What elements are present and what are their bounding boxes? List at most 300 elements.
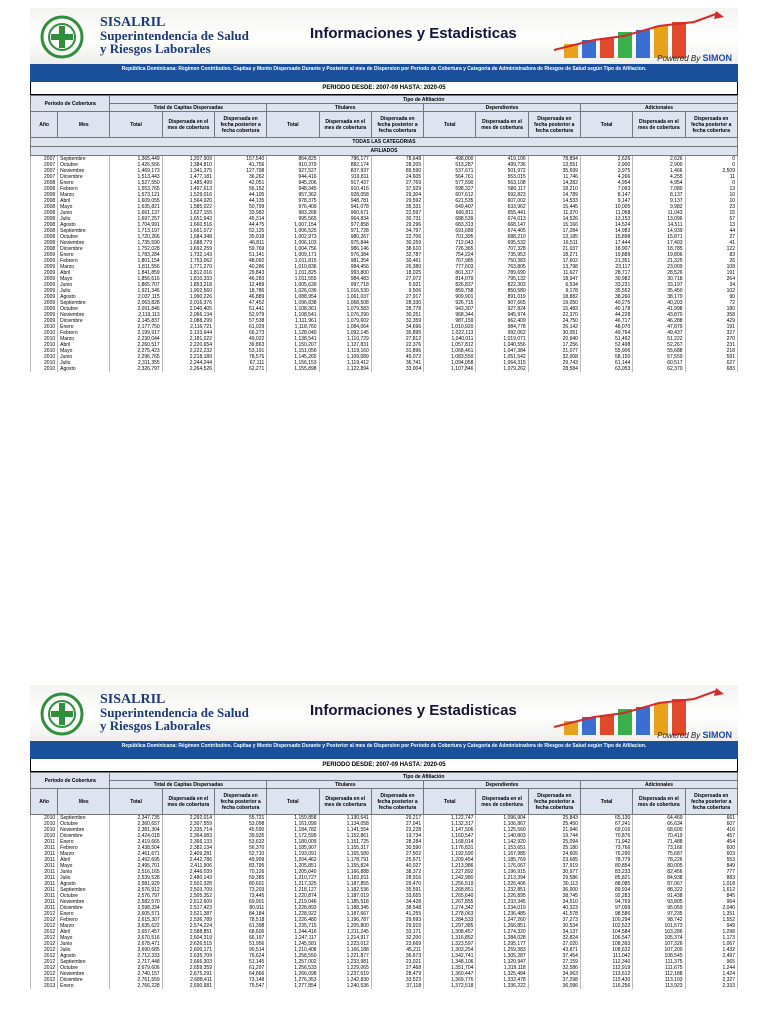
value-cell: 1,237,619: [319, 971, 371, 977]
banner-title: Informaciones y Estadisticas: [310, 702, 517, 719]
col-durante: Dispersada en el mes de cobertura: [319, 112, 371, 138]
value-cell: 1,061,037: [319, 294, 371, 300]
value-cell: 2,766,228: [110, 983, 162, 989]
month-cell: Octubre: [58, 234, 110, 240]
value-cell: 2,657,457: [110, 929, 162, 935]
value-cell: 683,313: [424, 222, 476, 228]
month-cell: Diciembre: [58, 977, 110, 983]
value-cell: 674,013: [476, 216, 528, 222]
value-cell: 592,823: [476, 192, 528, 198]
value-cell: 1,005,639: [267, 282, 319, 288]
value-cell: 1,258,550: [267, 953, 319, 959]
value-cell: 27,072: [371, 276, 423, 282]
value-cell: 580,117: [476, 186, 528, 192]
category-band: [31, 138, 738, 156]
value-cell: 4,266: [580, 174, 632, 180]
value-cell: 1,853,218: [162, 282, 214, 288]
value-cell: 750,383: [476, 258, 528, 264]
value-cell: 30,113: [528, 881, 580, 887]
value-cell: 52,710: [214, 851, 266, 857]
value-cell: 41,756: [214, 162, 266, 168]
value-cell: 2,600,171: [162, 947, 214, 953]
value-cell: 2,626: [633, 156, 685, 163]
value-cell: 22,376: [371, 342, 423, 348]
banner-title: Informaciones y Estadisticas: [310, 25, 517, 42]
value-cell: 10: [685, 192, 737, 198]
group-header-titulares: Titulares: [267, 104, 424, 112]
value-cell: 127,798: [214, 168, 266, 174]
value-cell: 454: [685, 839, 737, 845]
value-cell: 34,797: [371, 228, 423, 234]
value-cell: 29,296: [371, 222, 423, 228]
value-cell: 1,298: [685, 929, 737, 935]
month-cell: Diciembre: [58, 246, 110, 252]
value-cell: 7,080: [633, 186, 685, 192]
value-cell: 63,053: [580, 366, 632, 372]
month-cell: Marzo: [58, 264, 110, 270]
value-cell: 28,479: [371, 971, 423, 977]
value-cell: 2,576,797: [110, 893, 162, 899]
value-cell: 1,119,160: [319, 348, 371, 354]
value-cell: 1,635,821: [110, 204, 162, 210]
value-cell: 2,670,516: [110, 935, 162, 941]
value-cell: 61,398: [214, 923, 266, 929]
value-cell: 1,064,315: [476, 360, 528, 366]
year-cell: 2009: [31, 258, 58, 264]
value-cell: 1,990,226: [162, 294, 214, 300]
col-posterior: Dispersada en fecha posterior a fecha cobertura: [528, 789, 580, 815]
value-cell: 1,122,747: [424, 815, 476, 822]
value-cell: 18,882: [528, 294, 580, 300]
year-cell: 2012: [31, 935, 58, 941]
year-cell: 2011: [31, 845, 58, 851]
value-cell: 112,188: [633, 971, 685, 977]
value-cell: 37,919: [528, 863, 580, 869]
value-cell: 1,026,036: [267, 288, 319, 294]
value-cell: 1,181,811: [319, 875, 371, 881]
value-cell: 108,632: [580, 947, 632, 953]
value-cell: 64,469: [633, 815, 685, 822]
value-cell: 44,135: [214, 198, 266, 204]
value-cell: 2,438,504: [110, 845, 162, 851]
value-cell: 1,229,065: [319, 965, 371, 971]
band-afiliados: AFILIADOS: [31, 147, 738, 156]
value-cell: 22,597: [371, 210, 423, 216]
value-cell: 984,456: [319, 264, 371, 270]
value-cell: 1,118,760: [267, 324, 319, 330]
value-cell: 39,863: [214, 342, 266, 348]
value-cell: 1,185,518: [319, 899, 371, 905]
value-cell: 957,362: [267, 192, 319, 198]
year-header: Año: [31, 112, 58, 138]
value-cell: 27,468: [371, 965, 423, 971]
value-cell: 23,009: [633, 264, 685, 270]
col-posterior: Dispersada en fecha posterior a fecha cobertura: [685, 112, 737, 138]
year-cell: 2012: [31, 941, 58, 947]
value-cell: 36,741: [371, 360, 423, 366]
value-cell: 108,545: [633, 953, 685, 959]
value-cell: 2,516,165: [110, 869, 162, 875]
value-cell: 28,526: [633, 270, 685, 276]
value-cell: 1,185,907: [267, 845, 319, 851]
value-cell: 1,771,270: [162, 264, 214, 270]
value-cell: 945,206: [267, 180, 319, 186]
value-cell: 1,160,547: [424, 833, 476, 839]
value-cell: 71,488: [633, 839, 685, 845]
value-cell: 1,151,725: [319, 839, 371, 845]
value-cell: 59,769: [214, 246, 266, 252]
value-cell: 22,370: [528, 312, 580, 318]
value-cell: 1,426,566: [110, 162, 162, 168]
value-cell: 2,381,304: [110, 827, 162, 833]
value-cell: 655,441: [476, 210, 528, 216]
value-cell: 891,019: [476, 294, 528, 300]
value-cell: 78,576: [214, 354, 266, 360]
month-cell: Diciembre: [58, 318, 110, 324]
value-cell: 0: [685, 180, 737, 186]
month-cell: Enero: [58, 839, 110, 845]
value-cell: 1,079,262: [476, 366, 528, 372]
value-cell: 1,341,375: [162, 168, 214, 174]
value-cell: 51,145: [214, 959, 266, 965]
value-cell: 1,720,266: [110, 234, 162, 240]
value-cell: 1,182,536: [319, 887, 371, 893]
value-cell: 35,450: [633, 288, 685, 294]
report-banner: [30, 685, 738, 741]
value-cell: 1,159,858: [267, 815, 319, 822]
value-cell: 34,137: [528, 929, 580, 935]
value-cell: 13,185: [528, 234, 580, 240]
value-cell: 15: [685, 210, 737, 216]
sisalril-logo: [38, 12, 98, 62]
value-cell: 997,718: [319, 282, 371, 288]
value-cell: 986,146: [319, 246, 371, 252]
value-cell: 1,902,560: [162, 288, 214, 294]
col-total: Total: [580, 112, 632, 138]
year-cell: 2010: [31, 827, 58, 833]
value-cell: 2,063,828: [110, 300, 162, 306]
value-cell: 1,704,991: [110, 222, 162, 228]
value-cell: 108: [685, 264, 737, 270]
value-cell: 35,895: [371, 330, 423, 336]
value-cell: 621,535: [424, 198, 476, 204]
value-cell: 49,022: [214, 336, 266, 342]
year-cell: 2010: [31, 342, 58, 348]
year-cell: 2009: [31, 312, 58, 318]
value-cell: 1,221,877: [319, 953, 371, 959]
value-cell: 1,057,812: [424, 342, 476, 348]
value-cell: 763,805: [476, 264, 528, 270]
value-cell: 231: [685, 342, 737, 348]
value-cell: 113,923: [633, 983, 685, 989]
value-cell: 52,979: [214, 312, 266, 318]
value-cell: 29,915: [371, 923, 423, 929]
value-cell: 112,919: [580, 965, 632, 971]
value-cell: 34,428: [371, 899, 423, 905]
value-cell: 1,348,106: [424, 959, 476, 965]
value-cell: 1,469,173: [110, 168, 162, 174]
value-cell: 1,661,137: [110, 210, 162, 216]
value-cell: 11,627: [528, 270, 580, 276]
year-cell: 2010: [31, 366, 58, 372]
value-cell: 41,578: [528, 911, 580, 917]
value-cell: 1,266,098: [267, 971, 319, 977]
year-cell: 2008: [31, 204, 58, 210]
value-cell: 15,445: [528, 204, 580, 210]
powered-by-label: Powered By: [657, 731, 701, 740]
month-cell: Agosto: [58, 222, 110, 228]
value-cell: 80,601: [214, 881, 266, 887]
value-cell: 1,466: [633, 168, 685, 174]
brand-line-2: Superintendencia de Salud: [100, 28, 249, 43]
group-header-titulares: Titulares: [267, 781, 424, 789]
value-cell: 34: [685, 282, 737, 288]
sisalril-logo: [38, 689, 98, 739]
value-cell: 2,497: [685, 953, 737, 959]
value-cell: 13: [685, 222, 737, 228]
value-cell: 34,963: [528, 971, 580, 977]
value-cell: 33,197: [633, 282, 685, 288]
value-cell: 1,424: [685, 971, 737, 977]
value-cell: 2,411,906: [162, 863, 214, 869]
value-cell: 688,210: [476, 234, 528, 240]
month-cell: Junio: [58, 354, 110, 360]
value-cell: 57,538: [214, 318, 266, 324]
value-cell: 27,502: [371, 851, 423, 857]
year-cell: 2011: [31, 881, 58, 887]
value-cell: 30,718: [633, 276, 685, 282]
value-cell: 801,317: [424, 270, 476, 276]
value-cell: 1,278,063: [424, 911, 476, 917]
year-cell: 2008: [31, 216, 58, 222]
value-cell: 27,041: [371, 821, 423, 827]
value-cell: 2,521,387: [162, 911, 214, 917]
value-cell: 1,242,830: [319, 977, 371, 983]
value-cell: 1,245,581: [267, 941, 319, 947]
value-cell: 35,918: [214, 234, 266, 240]
value-cell: 1,176,067: [476, 863, 528, 869]
value-cell: 32,787: [371, 252, 423, 258]
value-cell: 691,689: [424, 228, 476, 234]
year-cell: 2009: [31, 288, 58, 294]
value-cell: 70,419: [633, 833, 685, 839]
value-cell: 23,669: [371, 941, 423, 947]
value-cell: 61,029: [214, 324, 266, 330]
value-cell: 30,731: [371, 216, 423, 222]
value-cell: 2,675,291: [162, 971, 214, 977]
value-cell: 9,137: [633, 198, 685, 204]
year-cell: 2008: [31, 246, 58, 252]
value-cell: 89,590: [371, 168, 423, 174]
value-cell: 46,889: [214, 294, 266, 300]
value-cell: 50,799: [214, 204, 266, 210]
value-cell: 103,286: [633, 929, 685, 935]
value-cell: 1,319,118: [476, 965, 528, 971]
value-cell: 1,432: [685, 947, 737, 953]
value-cell: 23,117: [580, 264, 632, 270]
value-cell: 37,118: [371, 983, 423, 989]
value-cell: 17,403: [633, 240, 685, 246]
value-cell: 30,534: [528, 923, 580, 929]
value-cell: 43,871: [528, 947, 580, 953]
value-cell: 105,374: [633, 935, 685, 941]
value-cell: 1,553,765: [110, 186, 162, 192]
value-cell: 30,590: [371, 845, 423, 851]
value-cell: 1,265,640: [424, 893, 476, 899]
value-cell: 2,712,333: [110, 953, 162, 959]
value-cell: 1,011,815: [267, 258, 319, 264]
value-cell: 607,002: [476, 198, 528, 204]
value-cell: 67,111: [214, 360, 266, 366]
value-cell: 14,939: [633, 228, 685, 234]
value-cell: 29,586: [528, 875, 580, 881]
col-total: Total: [424, 112, 476, 138]
value-cell: 15,166: [528, 222, 580, 228]
month-cell: Diciembre: [58, 833, 110, 839]
value-cell: 457: [685, 833, 737, 839]
value-cell: 1,256,533: [267, 965, 319, 971]
value-cell: 61,297: [214, 965, 266, 971]
value-cell: 1,236,485: [476, 911, 528, 917]
value-cell: 1,168,014: [424, 839, 476, 845]
year-cell: 2011: [31, 875, 58, 881]
value-cell: 76,290: [580, 851, 632, 857]
value-cell: 1,145,265: [267, 354, 319, 360]
value-cell: 1,119,412: [319, 360, 371, 366]
value-cell: 98,742: [633, 917, 685, 923]
value-cell: 15,483: [528, 306, 580, 312]
value-cell: 1,076,290: [319, 312, 371, 318]
month-header: Mes: [58, 112, 110, 138]
value-cell: 51,222: [633, 336, 685, 342]
col-durante: Dispersada en el mes de cobertura: [633, 789, 685, 815]
value-cell: 46,288: [633, 318, 685, 324]
month-cell: Mayo: [58, 935, 110, 941]
value-cell: 2,116,721: [162, 324, 214, 330]
report-banner: [30, 8, 738, 64]
value-cell: 52,267: [633, 342, 685, 348]
value-cell: 553: [685, 857, 737, 863]
value-cell: 1,108,361: [267, 306, 319, 312]
value-cell: 33,171: [371, 929, 423, 935]
value-cell: 1,193,091: [267, 851, 319, 857]
value-cell: 0: [685, 162, 737, 168]
value-cell: 2,688,411: [162, 977, 214, 983]
value-cell: 49,909: [214, 857, 266, 863]
month-cell: Enero: [58, 180, 110, 186]
value-cell: 38,548: [371, 905, 423, 911]
value-cell: 2,900: [580, 162, 632, 168]
value-cell: 84,938: [633, 875, 685, 881]
month-cell: Septiembre: [58, 228, 110, 234]
value-cell: 9,147: [580, 198, 632, 204]
value-cell: 1,214,917: [319, 935, 371, 941]
value-cell: 1,228,922: [267, 911, 319, 917]
value-cell: 1,079,583: [319, 306, 371, 312]
value-cell: 786,177: [319, 156, 371, 163]
value-cell: 92,283: [580, 893, 632, 899]
value-cell: 845: [685, 893, 737, 899]
month-cell: Julio: [58, 360, 110, 366]
value-cell: 25,843: [528, 815, 580, 822]
value-cell: 941,078: [319, 204, 371, 210]
value-cell: 32,200: [371, 935, 423, 941]
value-cell: 52,125: [214, 228, 266, 234]
value-cell: 56,370: [214, 845, 266, 851]
value-cell: 927,527: [267, 168, 319, 174]
value-cell: 191: [685, 270, 737, 276]
value-cell: 106,547: [580, 935, 632, 941]
value-cell: 27,020: [528, 941, 580, 947]
value-cell: 14,789: [528, 192, 580, 198]
year-cell: 2010: [31, 354, 58, 360]
value-cell: 980,267: [319, 234, 371, 240]
col-total: Total: [267, 112, 319, 138]
value-cell: 1,697,257: [110, 216, 162, 222]
value-cell: 1,185,769: [476, 857, 528, 863]
month-cell: Mayo: [58, 863, 110, 869]
value-cell: 1,284,533: [424, 917, 476, 923]
value-cell: 90,514: [214, 947, 266, 953]
value-cell: 2,326,797: [110, 366, 162, 372]
value-cell: 23,685: [528, 857, 580, 863]
value-cell: 31,896: [371, 348, 423, 354]
value-cell: 666,811: [424, 210, 476, 216]
value-cell: 1,240,536: [319, 983, 371, 989]
value-cell: 108,393: [580, 941, 632, 947]
value-cell: 82,456: [633, 869, 685, 875]
value-cell: 40,178: [580, 306, 632, 312]
value-cell: 943,307: [424, 306, 476, 312]
value-cell: 11,746: [528, 174, 580, 180]
value-cell: 948,781: [319, 198, 371, 204]
value-cell: 668,147: [476, 222, 528, 228]
value-cell: 73,148: [214, 977, 266, 983]
value-cell: 65,130: [580, 815, 632, 822]
col-total: Total: [267, 789, 319, 815]
month-cell: Septiembre: [58, 887, 110, 893]
value-cell: 1,564,920: [162, 198, 214, 204]
powered-by-brand: SIMON: [702, 53, 732, 63]
month-cell: Noviembre: [58, 971, 110, 977]
value-cell: 883: [685, 875, 737, 881]
value-cell: 962,409: [476, 318, 528, 324]
value-cell: 37,298: [528, 977, 580, 983]
value-cell: 18,025: [371, 270, 423, 276]
value-cell: 44,475: [214, 222, 266, 228]
value-cell: 2,576,912: [110, 887, 162, 893]
value-cell: 2,605,571: [110, 911, 162, 917]
year-cell: 2012: [31, 929, 58, 935]
value-cell: 1,585,022: [162, 204, 214, 210]
value-cell: 23,021: [371, 959, 423, 965]
month-cell: Enero: [58, 983, 110, 989]
value-cell: 1,188,345: [319, 905, 371, 911]
month-cell: Octubre: [58, 821, 110, 827]
value-cell: 1,007,154: [267, 222, 319, 228]
value-cell: 661: [685, 815, 737, 822]
value-cell: 4,255: [633, 174, 685, 180]
col-total: Total: [110, 112, 162, 138]
value-cell: 1,233,981: [319, 959, 371, 965]
value-cell: 1,921,346: [110, 288, 162, 294]
value-cell: 87,067: [633, 881, 685, 887]
year-cell: 2008: [31, 180, 58, 186]
value-cell: 1,040,011: [424, 336, 476, 342]
year-cell: 2012: [31, 977, 58, 983]
value-cell: 419,106: [476, 156, 528, 163]
month-cell: Septiembre: [58, 959, 110, 965]
